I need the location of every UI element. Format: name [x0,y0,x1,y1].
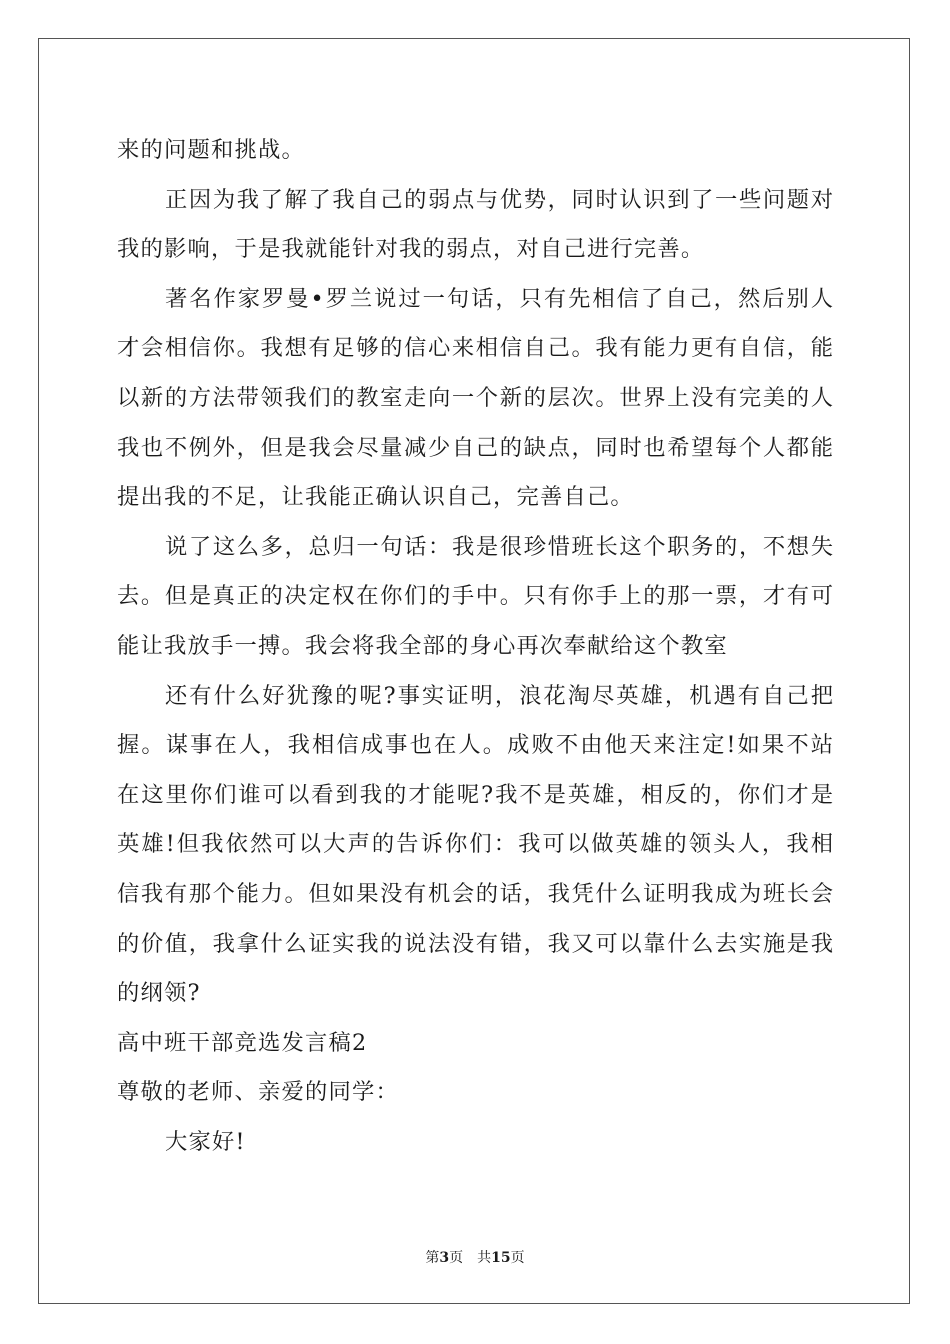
text-line: 以新的方法带领我们的教室走向一个新的层次。世界上没有完美的人 [117,384,833,411]
text-line: 的价值，我拿什么证实我的说法没有错，我又可以靠什么去实施是我 [117,930,833,957]
text-line: 正因为我了解了我自己的弱点与优势，同时认识到了一些问题对 [165,186,833,213]
footer-total-prefix: 共 [477,1250,492,1266]
document-body [117,126,833,1167]
text-line: 握。谋事在人，我相信成事也在人。成败不由他天来注定!如果不站 [117,732,833,759]
text-line: 高中班干部竞选发言稿2 [117,1029,368,1056]
text-line: 能让我放手一搏。我会将我全部的身心再次奉献给这个教室 [117,632,728,659]
text-line: 信我有那个能力。但如果没有机会的话，我凭什么证明我成为班长会 [117,880,833,907]
text-line: 去。但是真正的决定权在你们的手中。只有你手上的那一票，才有可 [117,583,833,610]
text-line: 我的影响，于是我就能针对我的弱点，对自己进行完善。 [117,236,705,263]
text-line: 还有什么好犹豫的呢?事实证明，浪花淘尽英雄，机遇有自己把 [165,682,833,709]
text-line: 大家好! [165,1128,246,1155]
footer-total-suffix: 页 [510,1250,525,1266]
text-line: 提出我的不足，让我能正确认识自己，完善自己。 [117,484,634,511]
footer-page-suffix: 页 [449,1250,464,1266]
text-line: 在这里你们谁可以看到我的才能呢?我不是英雄，相反的，你们才是 [117,781,833,808]
footer-total-pages: 15 [491,1250,511,1266]
text-line: 著名作家罗曼•罗兰说过一句话，只有先相信了自己，然后别人 [165,285,833,312]
footer-prefix: 第 [425,1250,440,1266]
text-line: 说了这么多，总归一句话：我是很珍惜班长这个职务的，不想失 [165,533,833,560]
text-line: 才会相信你。我想有足够的信心来相信自己。我有能力更有自信，能 [117,335,833,362]
page-footer [0,1247,950,1267]
footer-page-number: 3 [439,1250,450,1266]
text-line: 来的问题和挑战。 [117,137,305,163]
text-line: 尊敬的老师、亲爱的同学： [117,1079,399,1106]
text-line: 的纲领? [117,980,201,1007]
text-line: 英雄!但我依然可以大声的告诉你们：我可以做英雄的领头人，我相 [117,831,833,858]
text-line: 我也不例外，但是我会尽量减少自己的缺点，同时也希望每个人都能 [117,434,833,461]
